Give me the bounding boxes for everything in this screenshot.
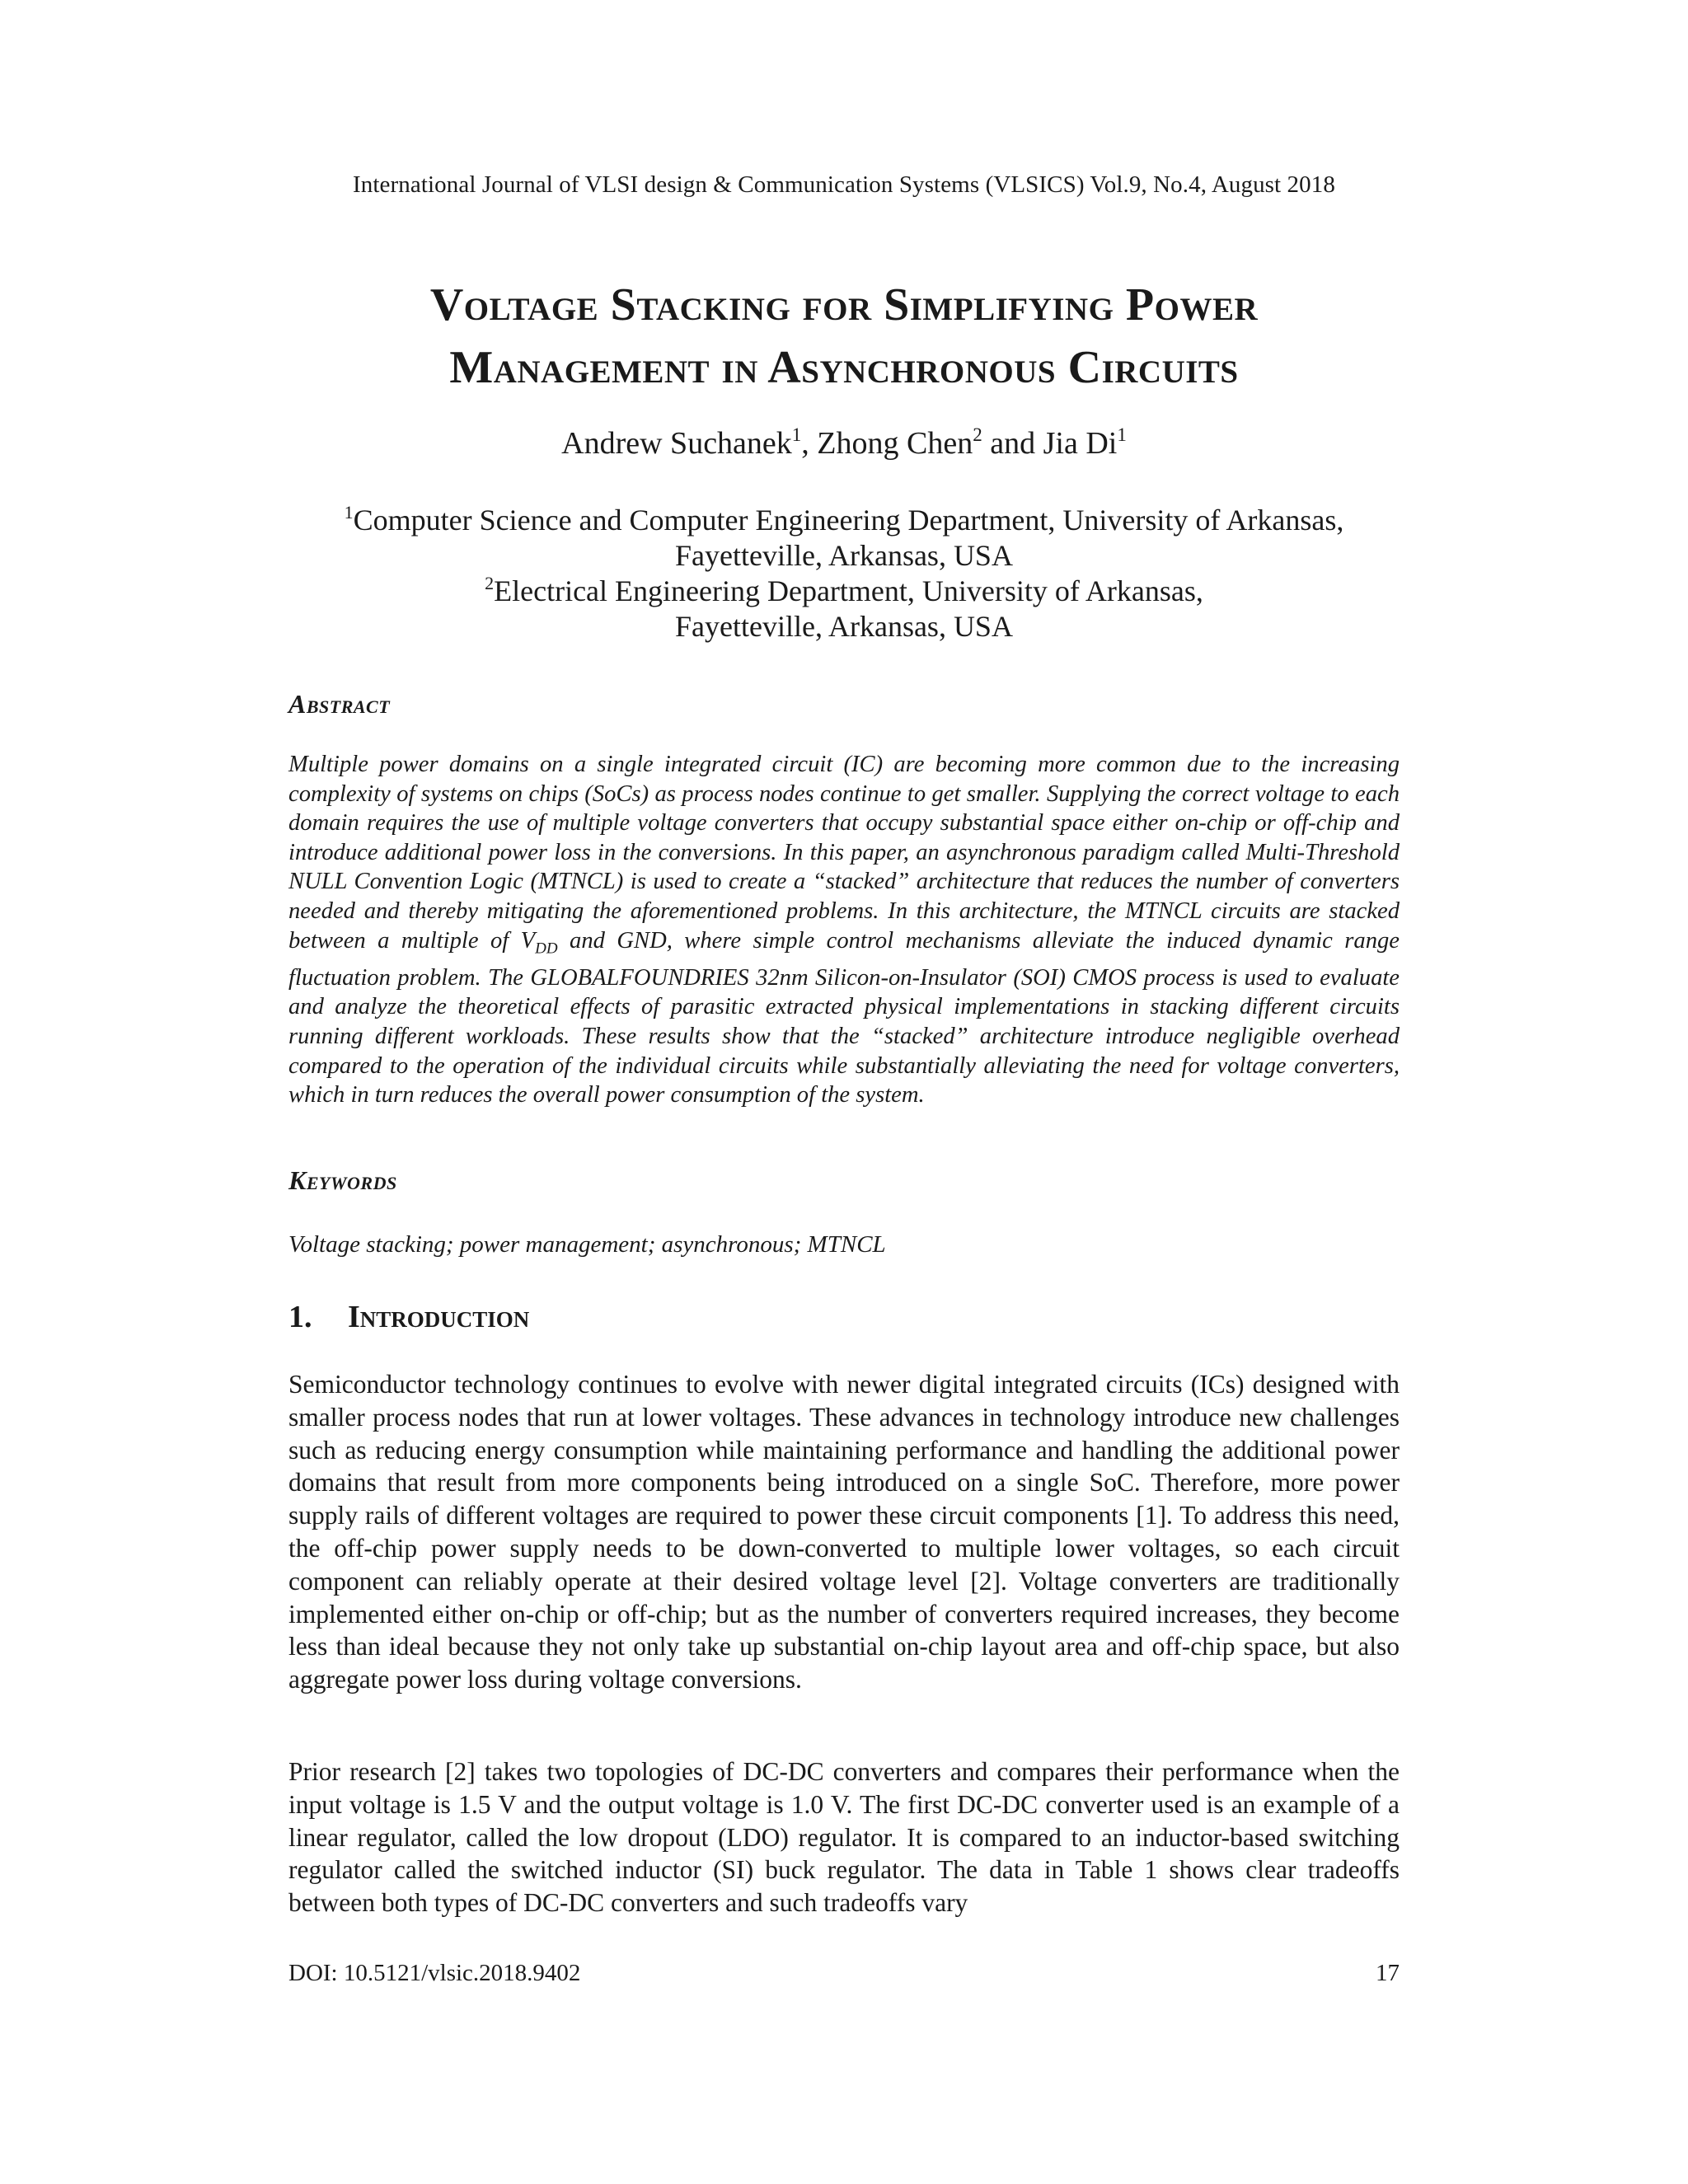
affiliation-1-line-2: Fayetteville, Arkansas, USA: [675, 539, 1013, 572]
footer-doi: DOI: 10.5121/vlsic.2018.9402: [288, 1960, 581, 1986]
abstract-heading: Abstract: [288, 689, 391, 719]
affiliation-text: Computer Science and Computer Engineering Department, University of Arkansas,: [353, 504, 1344, 537]
abstract-text-part-2: and GND, where simple control mechanisms alleviate the induced dynamic range fluctuation problem. The GLOBALFOUNDRIES 32nm Silicon-on-Insulator (SOI) CMOS process is used to evaluate and analyze the theoretical effects of parasitic extracted physical implementations in stacking different circuits running different workloads. These results show that the “stacked” architecture introduce negligible overhead compared to the operation of the individual circuits while substantially alleviating the need for voltage converters, which in turn reduces the overall power consumption of the system.: [288, 927, 1400, 1108]
introduction-heading: [288, 1299, 529, 1335]
vdd-subscript: DD: [535, 940, 558, 958]
affiliation-mark: 1: [344, 502, 354, 523]
author-name: Jia Di: [1043, 426, 1118, 461]
keywords-text: Voltage stacking; power management; asynchronous; MTNCL: [288, 1231, 886, 1258]
affiliations-block: [206, 503, 1482, 644]
author-name: Zhong Chen: [817, 426, 973, 461]
affiliation-2-line-2: Fayetteville, Arkansas, USA: [675, 610, 1013, 643]
author-separator: ,: [801, 426, 818, 461]
author-affiliation-mark: 1: [791, 424, 802, 445]
affiliation-1-line-1: [206, 503, 1482, 538]
affiliation-text: Electrical Engineering Department, University of Arkansas,: [494, 574, 1203, 607]
keywords-heading: Keywords: [288, 1165, 397, 1195]
section-title: Introduction: [348, 1300, 530, 1334]
introduction-paragraph-1: Semiconductor technology continues to evolve with newer digital integrated circuits (ICs) designed with smaller process nodes that run at lower voltages. These advances in technology introduce new challenges such as reducing energy consumption while maintaining performance and handling the additional power domains that result from more components being introduced on a single SoC. Therefore, more power supply rails of different voltages are required to power these circuit components [1]. To address this need, the off-chip power supply needs to be down-converted to multiple lower voltages, so each circuit component can reliably operate at their desired voltage level [2]. Voltage converters are traditionally implemented either on-chip or off-chip; but as the number of converters required increases, they become less than ideal because they not only take up substantial on-chip layout area and off-chip space, but also aggregate power loss during voltage conversions.: [288, 1370, 1400, 1694]
section-number: 1.: [288, 1300, 312, 1334]
author-affiliation-mark: 1: [1117, 424, 1127, 445]
footer-page-number: 17: [1376, 1960, 1400, 1986]
title-line-2: Management in Asynchronous Circuits: [449, 342, 1239, 393]
vdd-base: V: [520, 927, 536, 954]
paper-title: [206, 274, 1482, 399]
author-separator: and: [982, 426, 1043, 461]
abstract-text: [288, 750, 1400, 1110]
author-affiliation-mark: 2: [973, 424, 982, 445]
author-name: Andrew Suchanek: [561, 426, 792, 461]
title-line-1: Voltage Stacking for Simplifying Power: [429, 279, 1259, 330]
abstract-text-part-1: Multiple power domains on a single integrated circuit (IC) are becoming more common due to the increasing complexity of systems on chips (SoCs) as process nodes continue to get smaller. Supplying the correct voltage to each domain requires the use of multiple voltage converters that occupy substantial space either on-chip or off-chip and introduce additional power loss in the conversions. In this paper, an asynchronous paradigm called Multi-Threshold NULL Convention Logic (MTNCL) is used to create a “stacked” architecture that reduces the number of converters needed and thereby mitigating the aforementioned problems. In this architecture, the MTNCL circuits are stacked between a multiple of: [288, 752, 1400, 954]
affiliation-mark: 2: [485, 573, 495, 593]
author-list: [0, 425, 1688, 462]
introduction-paragraph-2: Prior research [2] takes two topologies of DC-DC converters and compares their performance when the input voltage is 1.5 V and the output voltage is 1.0 V. The first DC-DC converter used is an example of a linear regulator, called the low dropout (LDO) regulator. It is compared to an inductor-based switching regulator called the switched inductor (SI) buck regulator. The data in Table 1 shows clear tradeoffs between both types of DC-DC converters and such tradeoffs vary: [288, 1757, 1400, 1918]
journal-running-header: International Journal of VLSI design & Communication Systems (VLSICS) Vol.9, No.4, August 2018: [353, 171, 1335, 198]
affiliation-2-line-1: [206, 574, 1482, 609]
vdd-symbol: [520, 927, 558, 958]
